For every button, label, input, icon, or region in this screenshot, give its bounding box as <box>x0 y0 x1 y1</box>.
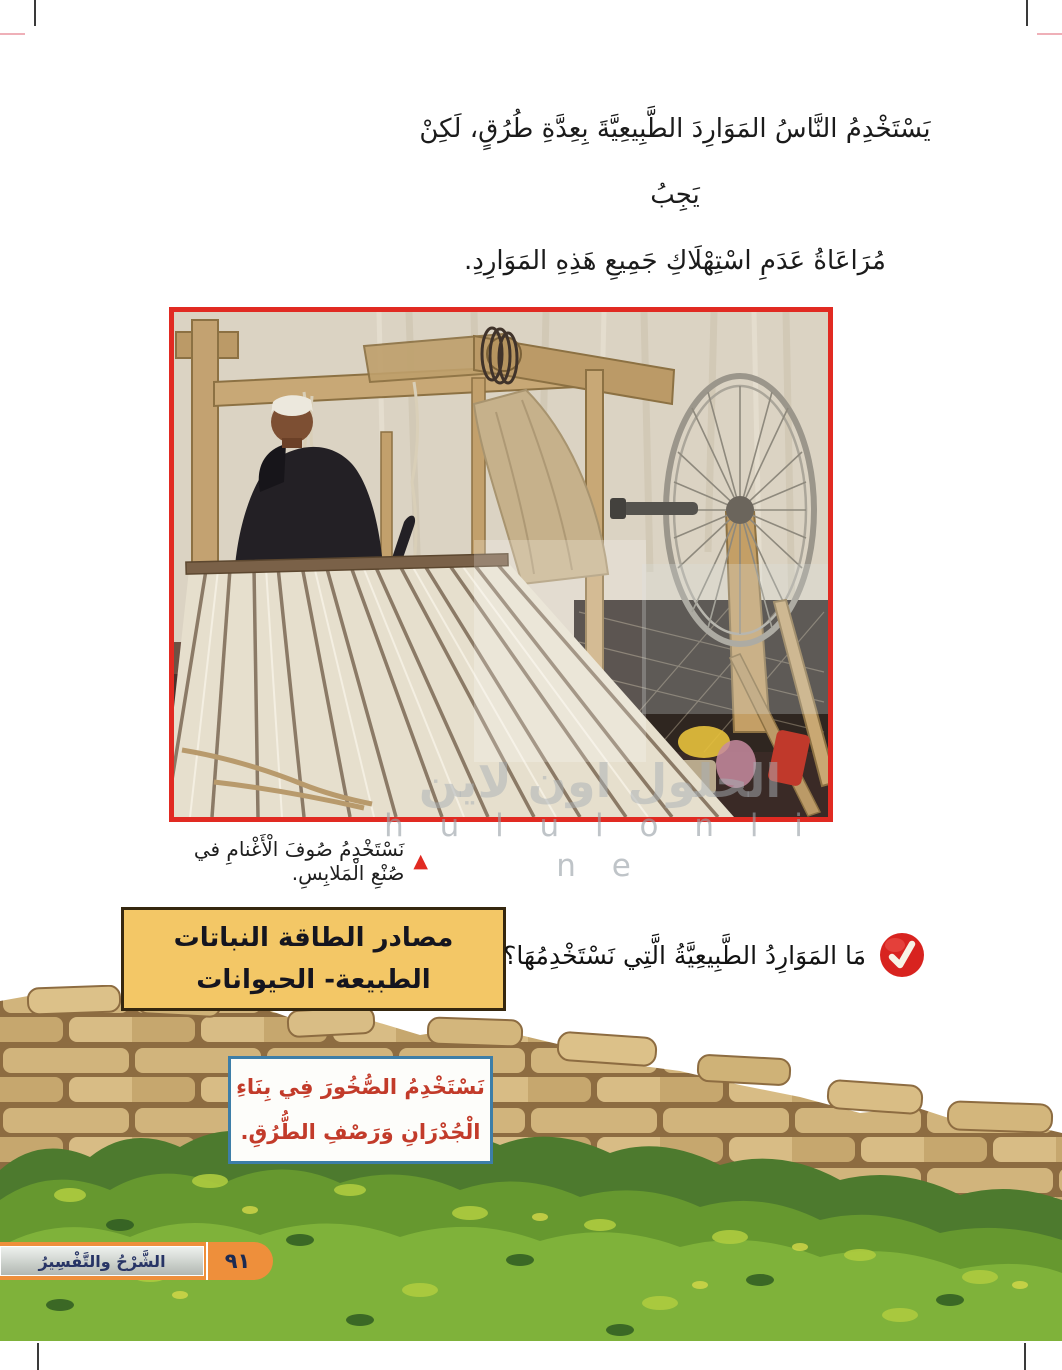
answer-line-2: الطبيعة- الحيوانات <box>196 965 431 995</box>
crop-mark <box>1037 33 1062 35</box>
crop-mark <box>37 1343 39 1370</box>
photo-caption-row <box>162 837 428 885</box>
intro-paragraph <box>395 96 955 294</box>
answer-line-1: مصادر الطاقة النباتات <box>173 923 454 953</box>
question-row <box>480 929 925 981</box>
watermark-block <box>642 564 828 714</box>
answer-box <box>121 907 506 1011</box>
loom-photo-illustration <box>174 312 828 817</box>
crop-mark <box>0 33 25 35</box>
stone-wall-artwork <box>0 985 1062 1341</box>
intro-line-1: يَسْتَخْدِمُ النَّاسُ المَوَارِدَ الطَّبِيعِيَّةَ بِعِدَّةِ طُرُقٍ، لَكِنْ يَجِبُ <box>419 114 931 210</box>
rock-note-line-1: نَسْتَخْدِمُ الصُّخُورَ فِي بِنَاءِ <box>236 1075 485 1099</box>
footer-tab <box>0 1242 273 1280</box>
crop-mark <box>1026 0 1028 26</box>
watermark-block <box>474 540 646 762</box>
footer-tab-label: الشَّرْحُ والتَّفْسِيرُ <box>0 1246 204 1276</box>
watermark-latin: h u l u l o n l i n e <box>384 808 816 884</box>
loom-photo <box>169 307 833 822</box>
rock-note-box <box>228 1056 493 1164</box>
page-number: ٩١ <box>206 1242 267 1280</box>
question-text: مَا المَوَارِدُ الطَّبِيعِيَّةُ الَّتِي نَسْتَخْدِمُهَا؟ <box>503 940 866 970</box>
intro-line-2: مُرَاعَاةُ عَدَمِ اسْتِهْلَاكِ جَمِيعِ هَذِهِ المَوَارِدِ. <box>464 246 886 276</box>
stone-wall-illustration <box>0 985 1062 1341</box>
watermark-arabic: الحلول اون لاين <box>418 754 782 808</box>
rock-note-line-2: الْجُدْرَانِ وَرَصْفِ الطُّرُقِ. <box>240 1120 481 1144</box>
crop-mark <box>1024 1343 1026 1370</box>
red-check-circle-icon <box>879 932 925 978</box>
caption-marker-icon: ▲ <box>413 849 428 872</box>
crop-mark <box>34 0 36 26</box>
photo-caption: نَسْتَخْدِمُ صُوفَ الْأَغْنامِ في صُنْعِ الْمَلابِسِ. <box>193 837 405 885</box>
